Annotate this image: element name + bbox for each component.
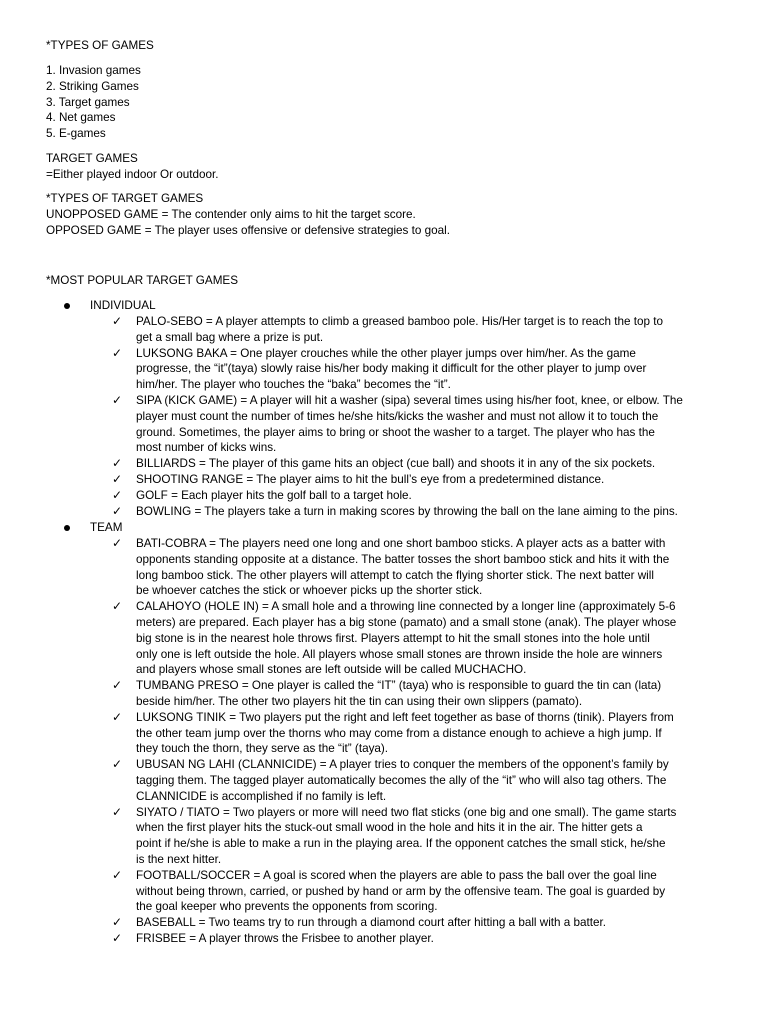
- item-text: [136, 915, 727, 931]
- item-line: is the next hitter.: [136, 852, 222, 866]
- item-text: [136, 868, 727, 915]
- checkmark-icon: ✓: [112, 757, 123, 772]
- checkmark-icon: ✓: [112, 709, 123, 724]
- checkmark-icon: ✓: [112, 487, 123, 502]
- item-text: [136, 536, 727, 599]
- item-line: ground. Sometimes, the player aims to bring or shoot the washer to a target. The player who has the: [136, 425, 655, 439]
- heading-text: *TYPES OF GAMES: [46, 39, 154, 52]
- checkmark-icon: ✓: [112, 456, 123, 471]
- list-item: [112, 710, 727, 757]
- list-item: [112, 915, 727, 931]
- item-text: [136, 805, 727, 868]
- list-item: [112, 599, 727, 678]
- list-item: [112, 868, 727, 915]
- types-target-section: [46, 191, 726, 238]
- list-item: [112, 472, 727, 488]
- item-line: BATI-COBRA = The players need one long and one short bamboo sticks. A player acts as a batter with: [136, 537, 666, 550]
- bullet-label: TEAM: [90, 521, 123, 534]
- target-heading: TARGET GAMES: [46, 152, 138, 165]
- item-line: most number of kicks wins.: [136, 441, 277, 455]
- item-text: [136, 346, 727, 393]
- checkmark-icon: ✓: [112, 915, 123, 930]
- checkmark-icon: ✓: [112, 931, 123, 945]
- item-text: [136, 504, 727, 520]
- opposed-text: OPPOSED GAME = The player uses offensive or defensive strategies to goal.: [46, 223, 450, 237]
- item-text: [136, 456, 727, 472]
- list-item: 2. Striking Games: [46, 79, 139, 93]
- item-text: [136, 314, 727, 346]
- checkmark-icon: ✓: [112, 678, 123, 693]
- item-line: only one is left outside the hole. All players whose small stones are thrown inside the hole are winners: [136, 647, 663, 661]
- target-desc: =Either played indoor Or outdoor.: [46, 167, 219, 181]
- item-line: CALAHOYO (HOLE IN) = A small hole and a throwing line connected by a longer line (approximately 5-6: [136, 600, 676, 614]
- item-line: get a small bag where a prize is put.: [136, 330, 324, 344]
- item-line: FOOTBALL/SOCCER = A goal is scored when the players are able to pass the ball over the goal line: [136, 868, 657, 882]
- checkmark-icon: ✓: [112, 345, 123, 360]
- item-line: UBUSAN NG LAHI (CLANNICIDE) = A player tries to conquer the members of the opponent’s family by: [136, 758, 669, 772]
- list-item: [112, 488, 727, 504]
- item-line: point if he/she is able to make a run in the playing area. If the opponent catches the small stick, he/she: [136, 837, 666, 851]
- types-list: [46, 63, 726, 142]
- popular-heading-text: *MOST POPULAR TARGET GAMES: [46, 274, 239, 287]
- types-heading: [46, 38, 726, 54]
- item-line: FRISBEE = A player throws the Frisbee to another player.: [136, 932, 434, 945]
- item-line: progresse, the “it”(taya) slowly raise his/her body making it difficult for the other player to jump over: [136, 362, 647, 376]
- item-line: they touch the thorn, they serve as the “it” (taya).: [136, 742, 389, 756]
- item-text: [136, 710, 727, 757]
- item-line: player must count the number of times he/she hits/kicks the washer and must not allow it to touch the: [136, 409, 659, 423]
- list-item: [112, 393, 727, 456]
- list-item: [112, 456, 727, 472]
- list-item: [112, 504, 727, 520]
- item-line: tagging them. The tagged player automatically becomes the ally of the “it” who will also tag others. The: [136, 773, 667, 787]
- item-line: opponents standing opposite at a distance. The batter tosses the short bamboo stick and hits it with the: [136, 552, 670, 566]
- item-line: PALO-SEBO = A player attempts to climb a greased bamboo pole. His/Her target is to reach the top to: [136, 315, 663, 328]
- item-text: [136, 931, 727, 947]
- item-line: BASEBALL = Two teams try to run through a diamond court after hitting a ball with a batter.: [136, 916, 607, 930]
- list-item: [112, 314, 727, 346]
- item-line: be whoever catches the stick or whoever picks up the shorter stick.: [136, 584, 483, 598]
- item-line: CLANNICIDE is accomplished if no family is left.: [136, 789, 387, 803]
- item-line: long bamboo stick. The other players will attempt to catch the flying shorter stick. The next batter will: [136, 568, 654, 582]
- target-games-section: [46, 151, 726, 183]
- item-line: SIYATO / TIATO = Two players or more will need two flat sticks (one big and one small). The game starts: [136, 805, 677, 819]
- item-line: without being thrown, carried, or pushed by hand or arm by the offensive team. The goal is guarded by: [136, 884, 666, 898]
- item-line: BOWLING = The players take a turn in making scores by throwing the ball on the lane aiming to the pins.: [136, 504, 678, 518]
- list-item: [112, 678, 727, 710]
- checkmark-icon: ✓: [112, 867, 123, 882]
- item-line: beside him/her. The other two players hit the tin can using their own slippers (pamato).: [136, 694, 583, 708]
- bullet-label: INDIVIDUAL: [90, 299, 156, 312]
- item-line: him/her. The player who touches the “baka” becomes the “it”.: [136, 378, 451, 392]
- bullet-icon: [64, 525, 70, 531]
- list-item: [112, 931, 727, 947]
- item-text: [136, 757, 727, 804]
- checkmark-icon: ✓: [112, 472, 123, 486]
- item-line: when the first player hits the stuck-out small wood in the hole and hits it in the air. The hitter gets a: [136, 821, 643, 835]
- checkmark-icon: ✓: [112, 503, 123, 518]
- item-line: meters) are prepared. Each player has a big stone (pamato) and a small stone (anak). The player whose: [136, 615, 677, 629]
- item-text: [136, 678, 727, 710]
- item-line: SHOOTING RANGE = The player aims to hit the bull’s eye from a predetermined distance.: [136, 473, 605, 486]
- checkmark-icon: ✓: [112, 804, 123, 819]
- list-item: 3. Target games: [46, 95, 130, 109]
- item-line: TUMBANG PRESO = One player is called the “IT” (taya) who is responsible to guard the tin can (lata): [136, 679, 662, 693]
- list-item: [112, 805, 727, 868]
- item-line: the other team jump over the thorns who may come from a distance enough to achieve a high jump. If: [136, 726, 662, 740]
- list-item: 1. Invasion games: [46, 64, 141, 77]
- item-line: SIPA (KICK GAME) = A player will hit a washer (sipa) several times using his/her foot, knee, or elbow. The: [136, 394, 683, 407]
- bullet-icon: [64, 303, 70, 309]
- item-text: [136, 393, 727, 456]
- item-line: GOLF = Each player hits the golf ball to a target hole.: [136, 488, 412, 502]
- item-line: the goal keeper who prevents the opponents from scoring.: [136, 900, 438, 914]
- item-line: LUKSONG TINIK = Two players put the right and left feet together as base of thorns (tinik). Players from: [136, 710, 674, 724]
- checkmark-icon: ✓: [112, 314, 123, 328]
- item-text: [136, 472, 727, 488]
- item-text: [136, 599, 727, 678]
- checkmark-icon: ✓: [112, 536, 123, 550]
- checkmark-icon: ✓: [112, 393, 123, 407]
- popular-heading: [46, 273, 726, 289]
- item-line: and players whose small stones are left outside will be called MUCHACHO.: [136, 663, 527, 677]
- checkmark-icon: ✓: [112, 599, 123, 614]
- list-item: [112, 536, 727, 599]
- item-line: BILLIARDS = The player of this game hits an object (cue ball) and shoots it in any of the six pockets.: [136, 457, 656, 471]
- list-item: [112, 346, 727, 393]
- unopposed-text: UNOPPOSED GAME = The contender only aims to hit the target score.: [46, 207, 416, 221]
- list-item: 4. Net games: [46, 111, 116, 125]
- item-line: LUKSONG BAKA = One player crouches while the other player jumps over him/her. As the game: [136, 346, 636, 360]
- item-text: [136, 488, 727, 504]
- types-target-heading: *TYPES OF TARGET GAMES: [46, 192, 204, 205]
- list-item: [112, 757, 727, 804]
- item-line: big stone is in the nearest hole throws first. Players attempt to hit the small stones into the hole until: [136, 631, 650, 645]
- list-item: 5. E-games: [46, 127, 106, 141]
